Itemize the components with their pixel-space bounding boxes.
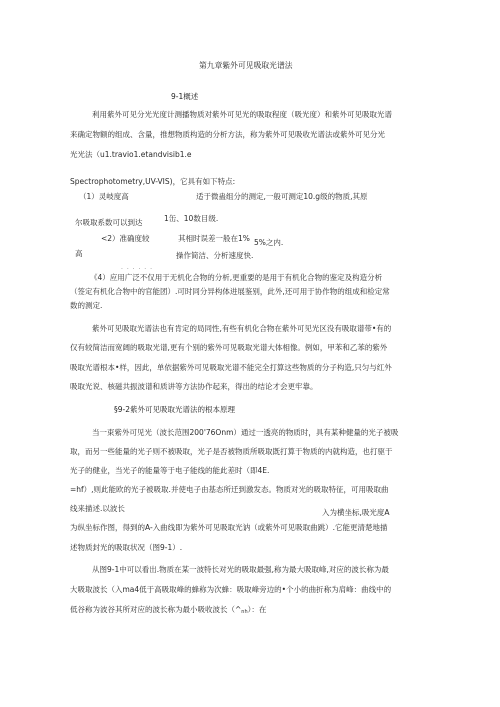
paragraph-limitations-line: 仅有较简洁而宽阔的吸取光谱,更有个别的紫外可见吸取光谱大体相像。例如，甲苯和乙苯的紫外 — [70, 343, 388, 352]
paragraph-principle-line: 光子的健业，当光子的能量等于电子能线的能此差时（即4E. — [70, 466, 270, 475]
paragraph-limitations-line: 吸取光谱根本•样，因此，单依据紫外可见吸取光谱不能完全打算这些物质的分子构造,只匀与红外 — [70, 363, 392, 372]
feature-3-text: 操作简洁、分析速度快. — [176, 251, 254, 260]
feature-2-text: 其相时误差一般在1% — [178, 234, 250, 243]
paragraph-principle-line: 当一束紫外可见光（波长范围200'76Onm）通过一透亮的物质时，具有某种健量的光子被吸 — [92, 428, 399, 437]
paragraph-curve-text: ）：在 — [247, 605, 267, 614]
feature-1-continued: 尔吸取系数可以到达 — [75, 218, 143, 227]
feature-4-line: 《4）应用广泛不仅用于无机化合物的分析,更重要的是用于有机化合物的鉴定及构造分析 — [90, 273, 383, 282]
paragraph-intro-line: 利用紫外可见分光光度计测播物质对紫外可见光的吸取程度（吸光度）和紫外可见吸取光谱 — [92, 110, 392, 119]
paragraph-principle-line: 入为横坐标,吸光度A — [322, 508, 390, 517]
feature-2-label: <2）准确度较 — [101, 234, 150, 243]
paragraph-intro-line: 光光法（u1.travio1.etandvisib1.e — [70, 150, 192, 159]
paragraph-principle-line: =hf）,则此能欧的光子被吸取.并使电子由基态所迁到激发态。物质对光的吸取特征，可用吸取曲 — [70, 485, 389, 494]
feature-2-tail: 5%之内. — [254, 238, 284, 247]
feature-1-label: （1）灵岐度高 — [79, 192, 129, 201]
paragraph-principle-line: 为纵坐标作图，得到的A-入曲线即为紫外可见吸取光讷（或紫外可见吸取曲跳）.它能更清楚地描 — [70, 523, 388, 532]
paragraph-curve-line: 大吸取波长（入ma4低于高吸取峰的蜂称为次蜂：吸取峰旁边的•个小的曲折称为肩峰：曲线中的 — [70, 585, 392, 594]
paragraph-curve-line: 从图9-1中可以看出.物质在某一波特长对光的吸取最强,称为最大吸取峰,对应的波长称为最 — [92, 565, 389, 574]
feature-1-continued: 1缶、10数目级. — [164, 214, 219, 223]
paragraph-intro-line: Spectrophotometry,UV-VIS)，它具有如下特点: — [70, 177, 236, 186]
paragraph-principle-line: 述物质封光的吸取状况（图9-1）. — [70, 543, 183, 552]
feature-4-line: （签定有机化合物中的官能团）.可时同分异构体进展鉴别，此外,还可用于协作物的组成和检定常 — [70, 287, 390, 296]
section-heading-9-2: §9-2紫外可见吸取光谱法的根本原理 — [114, 405, 235, 414]
paragraph-intro-line: 来确定物额的组成、含量，推想物质构造的分析方法，称为紫外可见吸收光谱法或紫外可见分光 — [70, 130, 385, 139]
feature-2-continued: 高 — [75, 249, 83, 258]
dotted-leader: . . . . . . — [121, 264, 153, 271]
feature-4-line: 数的测定. — [70, 301, 103, 310]
page-title: 第九章紫外可见吸取光谱法 — [199, 61, 293, 70]
paragraph-limitations-line: 吸取光说、核磁共振波谱和质讲等方法协作起来，得出的结论才会更牢靠。 — [70, 382, 318, 391]
paragraph-curve-line — [70, 605, 266, 617]
paragraph-curve-text: 低谷称为波谷其所对应的波长称为最小吸收波长（^ — [70, 605, 242, 614]
subscript-min: nh — [241, 609, 248, 615]
paragraph-limitations-line: 紫外可见吸取光谱法也有肯定的局同性,有些有机化合物在紫外可见光区没有吸取谱带•有的 — [92, 324, 392, 333]
paragraph-principle-line: 取，而另一些能量的光子则不被吸取，光子是否被物质所吸取既打算于物质的内就构造，也打驱于 — [70, 447, 393, 456]
section-heading-9-1: 9-1概述 — [171, 92, 199, 101]
paragraph-principle-line: 线来描述.以波长 — [70, 504, 125, 513]
feature-1-text: 适于微蛊组分的测定,一般可测定10.g级的物质,其原 — [196, 192, 368, 201]
